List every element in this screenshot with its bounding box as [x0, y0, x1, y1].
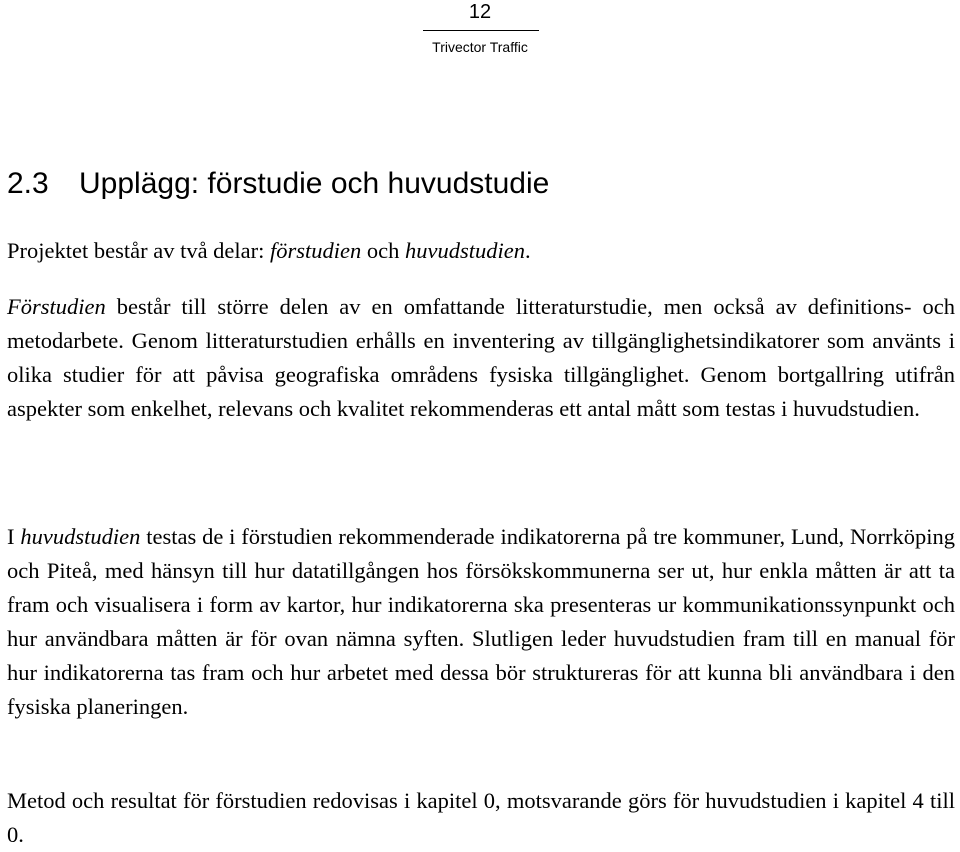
- page-header: [0, 0, 960, 60]
- section-number: 2.3: [7, 167, 49, 200]
- section-title: Upplägg: förstudie och huvudstudie: [79, 167, 550, 200]
- paragraph-text: och: [361, 238, 406, 263]
- paragraph-text: .: [525, 238, 531, 263]
- paragraph-text: I: [7, 524, 21, 549]
- paragraph-huvudstudie: [7, 520, 955, 724]
- paragraph-text: testas de i förstudien rekommenderade indikatorerna på tre kommuner, Lund, Norrköping och Piteå, med hänsyn till hur datatillgången hos försökskommunerna ser ut, hur enkla måtten är att ta fram och visualisera i form av kartor, hur indikatorerna ska presenteras ur kommunikationssynpunkt och hur användbara måtten är för ovan nämna syften. Slutligen leder huvudstudien fram till en manual för hur indikatorerna tas fram och hur arbetet med dessa bör struktureras för att kunna bli användbara i den fysiska planeringen.: [7, 524, 956, 719]
- paragraph-emphasis: huvudstudien: [20, 524, 141, 549]
- paragraph-intro: [7, 234, 955, 268]
- running-head: Trivector Traffic: [432, 39, 528, 55]
- paragraph-emphasis: förstudien: [270, 238, 362, 263]
- paragraph-text: Metod och resultat för förstudien redovisas i kapitel 0, motsvarande görs för huvudstudien i kapitel 4 till 0.: [7, 788, 955, 847]
- paragraph-text: Projektet består av två delar:: [7, 238, 271, 263]
- page-number: 12: [468, 1, 492, 23]
- section-heading: [7, 164, 549, 204]
- paragraph-emphasis: Förstudien: [7, 294, 106, 319]
- paragraph-metod: [7, 784, 955, 852]
- header-rule: [423, 30, 539, 31]
- paragraph-forstudie: [7, 290, 955, 426]
- paragraph-text: består till större delen av en omfattande litteraturstudie, men också av definitions- och metodarbete. Genom litteraturstudien erhålls en inventering av tillgänglighetsindikatorer som använts i olika studier för att påvisa geografiska områdens fysiska tillgänglighet. Genom bortgallring utifrån aspekter som enkelhet, relevans och kvalitet rekommenderas ett antal mått som testas i huvudstudien.: [7, 294, 955, 421]
- paragraph-emphasis: huvudstudien: [405, 238, 526, 263]
